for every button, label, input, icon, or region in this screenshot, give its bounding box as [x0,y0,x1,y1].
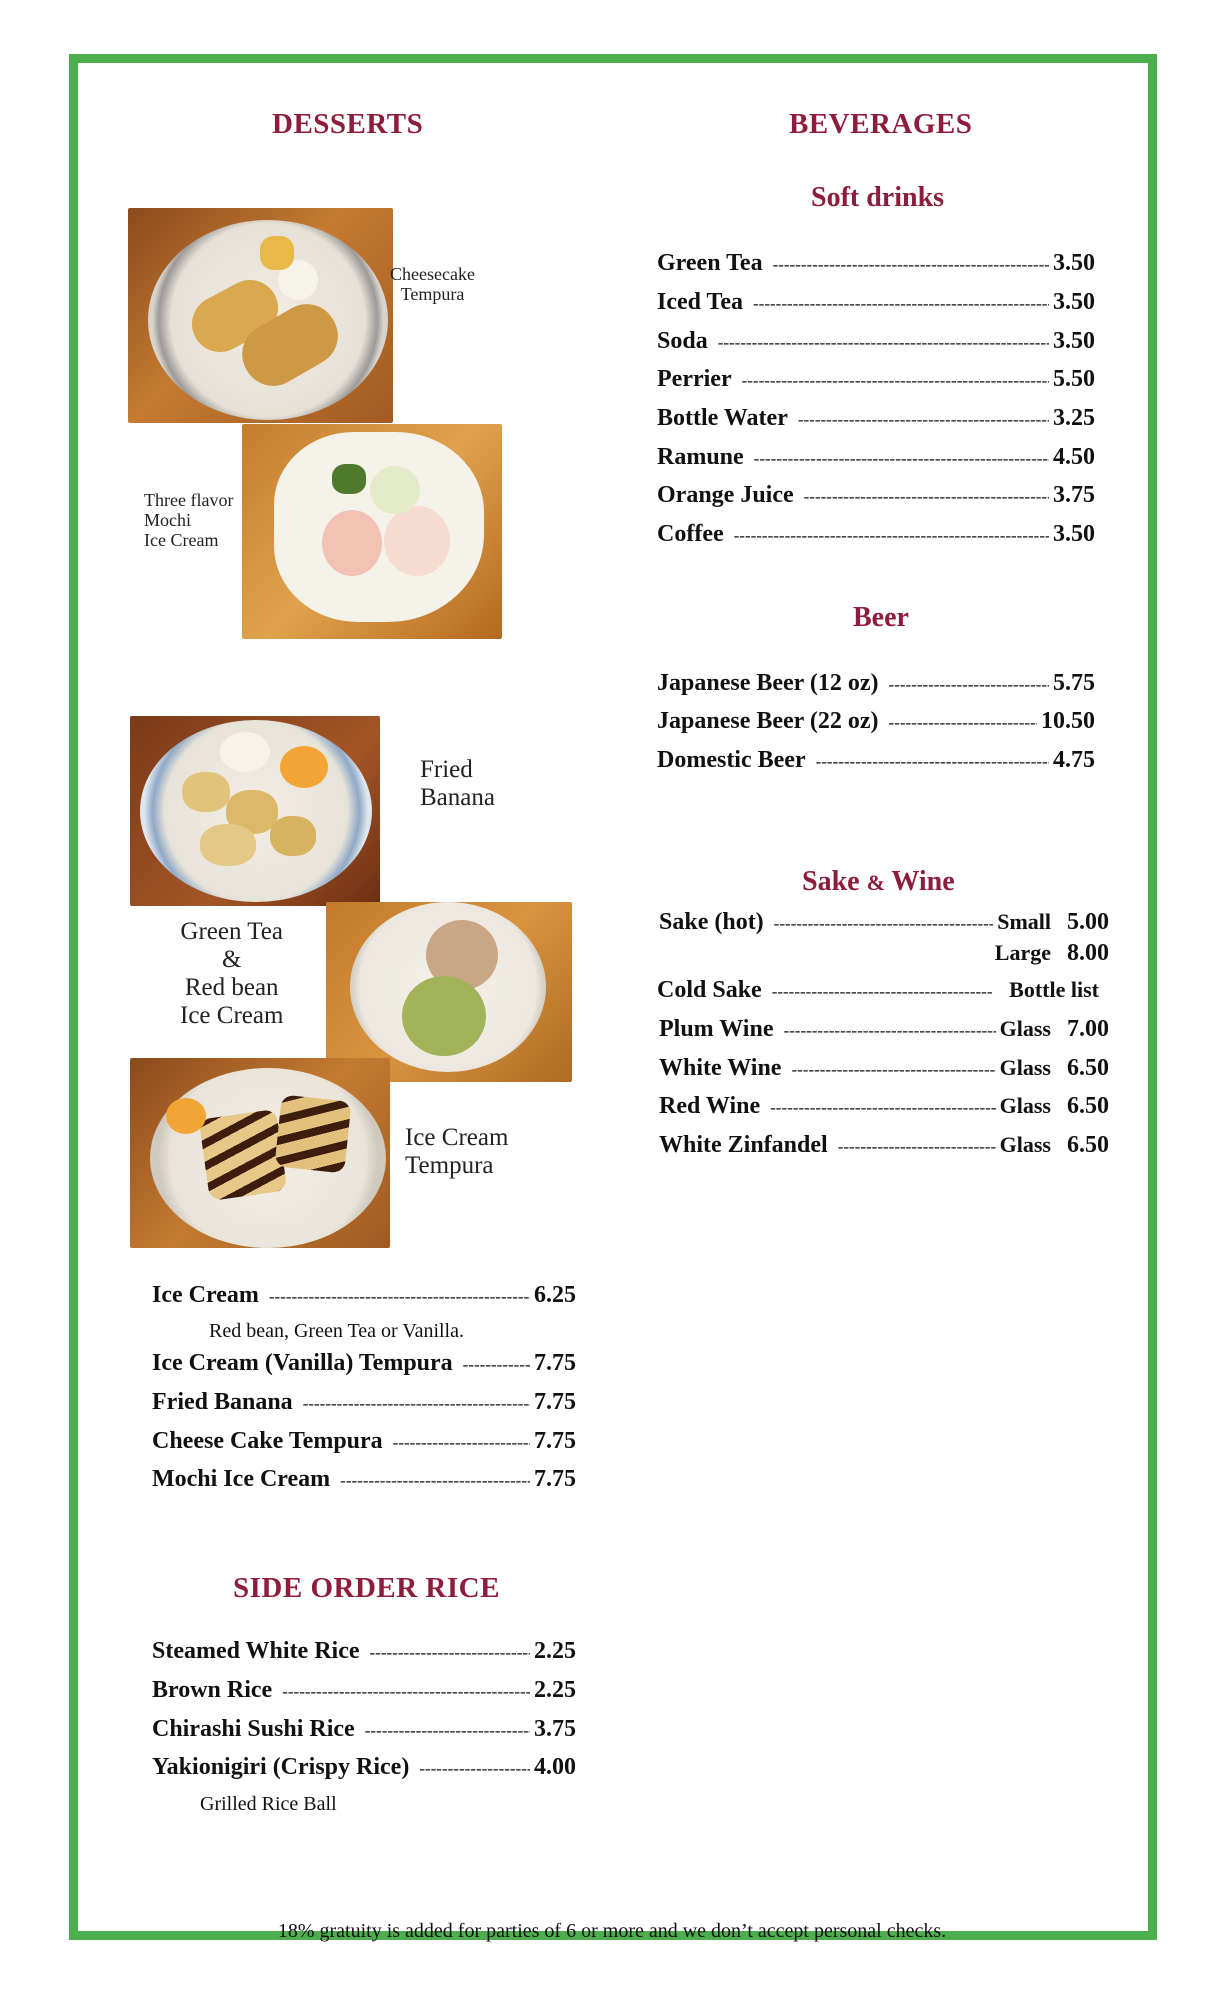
beer-heading: Beer [853,602,909,633]
dessert-item: Ice Cream (Vanilla) Tempura ----- 7.75 [152,1350,576,1384]
beer-item: Japanese Beer (22 oz) ----- 10.50 [657,708,1095,742]
sake-hot-large: Large 8.00 [994,940,1109,966]
beer-item: Domestic Beer ----- 4.75 [657,747,1095,781]
side-rice-heading: SIDE ORDER RICE [233,1572,500,1604]
cheesecake-tempura-caption: Cheesecake Tempura [390,264,475,305]
wine-item: Plum Wine ----- Glass 7.00 [659,1016,1109,1050]
cold-sake-item: Cold Sake ----- Bottle list [657,977,1099,1011]
soft-drinks-heading: Soft drinks [811,182,945,213]
soft-drink-item: Bottle Water ----- 3.25 [657,405,1095,439]
wine-item: White Zinfandel ----- Glass 6.50 [659,1132,1109,1166]
beer-item: Japanese Beer (12 oz) ----- 5.75 [657,670,1095,704]
green-tea-red-bean-photo [326,902,572,1082]
wine-item: White Wine ----- Glass 6.50 [659,1055,1109,1089]
yakionigiri-note: Grilled Rice Ball [200,1793,337,1815]
desserts-heading: DESSERTS [272,108,424,140]
ice-cream-tempura-caption: Ice Cream Tempura [405,1124,509,1179]
ice-cream-tempura-photo [130,1058,390,1248]
soft-drink-item: Soda ----- 3.50 [657,328,1095,362]
green-tea-red-bean-caption: Green Tea & Red bean Ice Cream [180,918,284,1029]
dessert-item: Cheese Cake Tempura ----- 7.75 [152,1428,576,1462]
cheesecake-tempura-photo [128,208,393,423]
rice-item: Chirashi Sushi Rice ----- 3.75 [152,1716,576,1750]
fried-banana-photo [130,716,380,906]
dessert-item: Fried Banana ----- 7.75 [152,1389,576,1423]
dessert-item: Ice Cream ----- 6.25 [152,1282,576,1316]
rice-item: Steamed White Rice ----- 2.25 [152,1638,576,1672]
mochi-ice-cream-caption: Three flavor Mochi Ice Cream [144,490,234,551]
rice-item: Brown Rice ----- 2.25 [152,1677,576,1711]
soft-drink-item: Ramune ----- 4.50 [657,444,1095,478]
soft-drink-item: Iced Tea ----- 3.50 [657,289,1095,323]
soft-drink-item: Coffee ----- 3.50 [657,521,1095,555]
gratuity-footer-note: 18% gratuity is added for parties of 6 or more and we don’t accept personal checks. [277,1920,947,1942]
rice-item: Yakionigiri (Crispy Rice) ----- 4.00 [152,1754,576,1788]
soft-drink-item: Orange Juice ----- 3.75 [657,482,1095,516]
fried-banana-caption: Fried Banana [420,756,495,811]
soft-drink-item: Green Tea ----- 3.50 [657,250,1095,284]
wine-item: Red Wine ----- Glass 6.50 [659,1093,1109,1127]
sake-hot-item: Sake (hot) ----- Small 5.00 [659,909,1109,943]
mochi-ice-cream-photo [242,424,502,639]
beverages-heading: BEVERAGES [789,108,973,140]
soft-drink-item: Perrier ----- 5.50 [657,366,1095,400]
dessert-item: Mochi Ice Cream ----- 7.75 [152,1466,576,1500]
ice-cream-note: Red bean, Green Tea or Vanilla. [209,1320,464,1342]
sake-wine-heading: Sake & Wine [802,866,955,897]
